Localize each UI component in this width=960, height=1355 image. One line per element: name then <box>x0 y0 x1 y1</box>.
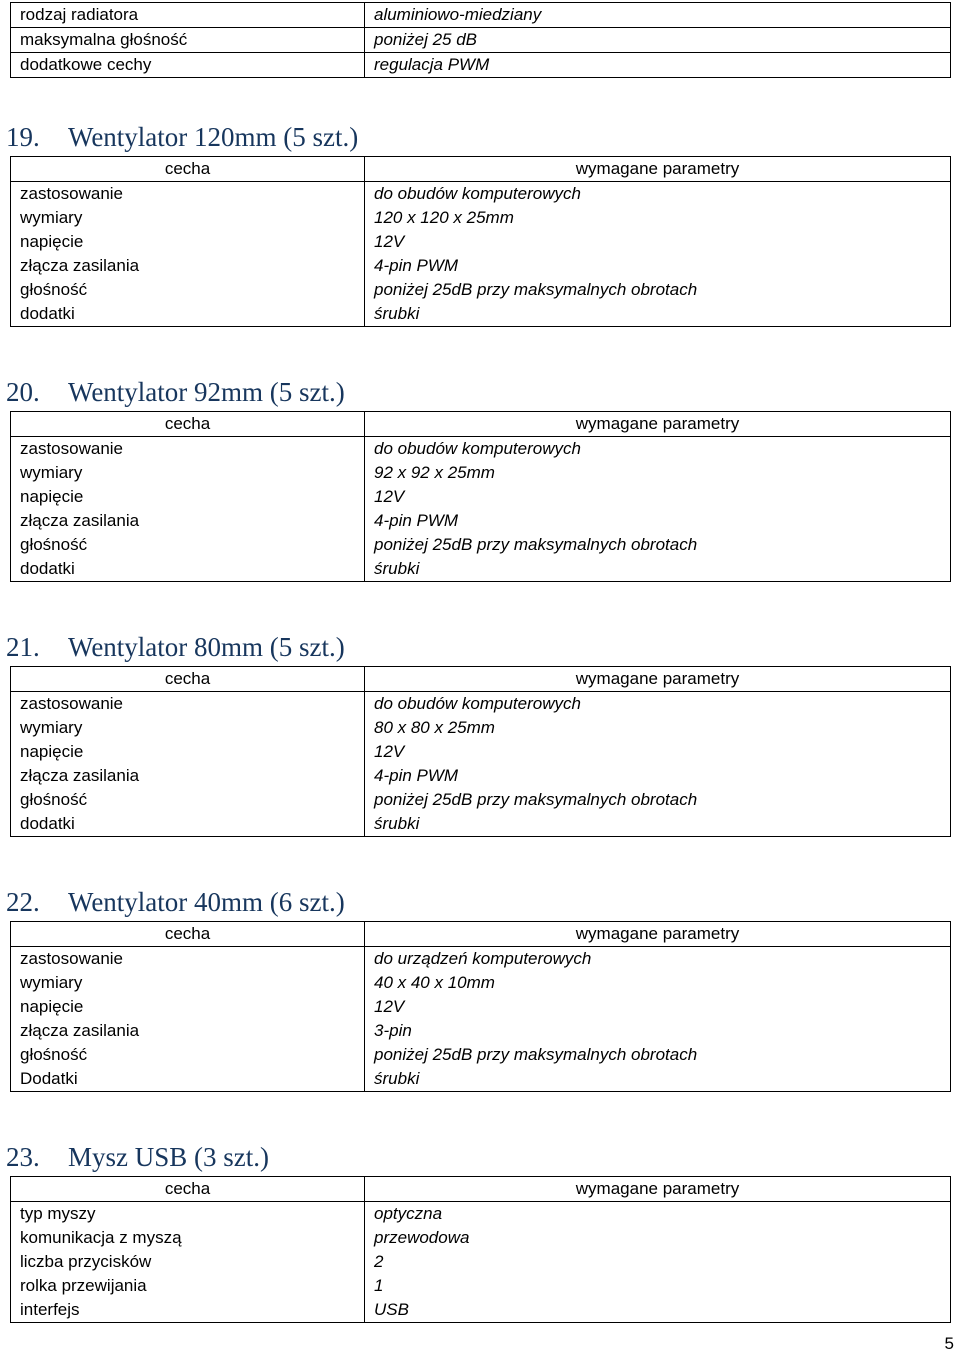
header-value: wymagane parametry <box>365 1177 951 1202</box>
table-row <box>11 278 951 302</box>
value-cell: poniżej 25dB przy maksymalnych obrotach <box>365 278 951 302</box>
table-row <box>11 740 951 764</box>
section-number: 22. <box>6 887 40 917</box>
table-header-row <box>11 922 951 947</box>
table-row <box>11 230 951 254</box>
feature-cell: wymiary <box>11 461 365 485</box>
table-row <box>11 971 951 995</box>
feature-cell: głośność <box>11 788 365 812</box>
value-cell: śrubki <box>365 812 951 837</box>
table-row <box>11 53 951 78</box>
header-feature: cecha <box>11 157 365 182</box>
table-row <box>11 1067 951 1092</box>
spec-table <box>10 921 951 1092</box>
header-value: wymagane parametry <box>365 922 951 947</box>
feature-cell: złącza zasilania <box>11 509 365 533</box>
feature-cell: głośność <box>11 533 365 557</box>
section-number: 21. <box>6 632 40 662</box>
table-row <box>11 461 951 485</box>
value-cell: 40 x 40 x 10mm <box>365 971 951 995</box>
page-number: 5 <box>944 1334 954 1353</box>
table-row <box>11 1226 951 1250</box>
table-row <box>11 302 951 327</box>
feature-cell: liczba przycisków <box>11 1250 365 1274</box>
header-value: wymagane parametry <box>365 667 951 692</box>
section-heading <box>6 632 345 662</box>
section-title: Mysz USB (3 szt.) <box>68 1142 269 1172</box>
feature-cell: maksymalna głośność <box>11 28 365 53</box>
value-cell: 12V <box>365 230 951 254</box>
table-row <box>11 182 951 207</box>
feature-cell: wymiary <box>11 971 365 995</box>
feature-cell: zastosowanie <box>11 947 365 972</box>
value-cell: poniżej 25 dB <box>365 28 951 53</box>
table-row <box>11 1250 951 1274</box>
feature-cell: wymiary <box>11 206 365 230</box>
feature-cell: złącza zasilania <box>11 254 365 278</box>
feature-cell: napięcie <box>11 995 365 1019</box>
table-header-row <box>11 157 951 182</box>
feature-cell: rolka przewijania <box>11 1274 365 1298</box>
feature-cell: zastosowanie <box>11 437 365 462</box>
value-cell: 4-pin PWM <box>365 254 951 278</box>
spec-table-continued <box>10 2 951 78</box>
value-cell: 120 x 120 x 25mm <box>365 206 951 230</box>
value-cell: 80 x 80 x 25mm <box>365 716 951 740</box>
feature-cell: dodatkowe cechy <box>11 53 365 78</box>
section-title: Wentylator 120mm (5 szt.) <box>68 122 359 152</box>
feature-cell: złącza zasilania <box>11 764 365 788</box>
value-cell: śrubki <box>365 557 951 582</box>
table-row <box>11 3 951 28</box>
table-row <box>11 1202 951 1227</box>
value-cell: śrubki <box>365 1067 951 1092</box>
section-number: 20. <box>6 377 40 407</box>
value-cell: do obudów komputerowych <box>365 182 951 207</box>
value-cell: 12V <box>365 995 951 1019</box>
value-cell: poniżej 25dB przy maksymalnych obrotach <box>365 533 951 557</box>
value-cell: 12V <box>365 740 951 764</box>
value-cell: aluminiowo-miedziany <box>365 3 951 28</box>
feature-cell: Dodatki <box>11 1067 365 1092</box>
value-cell: do obudów komputerowych <box>365 692 951 717</box>
feature-cell: interfejs <box>11 1298 365 1323</box>
section-number: 19. <box>6 122 40 152</box>
feature-cell: głośność <box>11 1043 365 1067</box>
spec-table <box>10 411 951 582</box>
table-row <box>11 692 951 717</box>
table-row <box>11 788 951 812</box>
spec-table <box>10 666 951 837</box>
section-title: Wentylator 92mm (5 szt.) <box>68 377 345 407</box>
feature-cell: dodatki <box>11 812 365 837</box>
feature-cell: głośność <box>11 278 365 302</box>
feature-cell: napięcie <box>11 230 365 254</box>
header-feature: cecha <box>11 412 365 437</box>
table-row <box>11 28 951 53</box>
feature-cell: komunikacja z myszą <box>11 1226 365 1250</box>
value-cell: optyczna <box>365 1202 951 1227</box>
feature-cell: złącza zasilania <box>11 1019 365 1043</box>
table-row <box>11 254 951 278</box>
section-number: 23. <box>6 1142 40 1172</box>
table-row <box>11 716 951 740</box>
feature-cell: rodzaj radiatora <box>11 3 365 28</box>
section-heading <box>6 1142 269 1172</box>
spec-table <box>10 156 951 327</box>
table-row <box>11 1019 951 1043</box>
value-cell: poniżej 25dB przy maksymalnych obrotach <box>365 788 951 812</box>
table-row <box>11 1043 951 1067</box>
feature-cell: typ myszy <box>11 1202 365 1227</box>
section-heading <box>6 377 345 407</box>
table-row <box>11 206 951 230</box>
value-cell: do obudów komputerowych <box>365 437 951 462</box>
header-feature: cecha <box>11 922 365 947</box>
feature-cell: napięcie <box>11 485 365 509</box>
value-cell: 1 <box>365 1274 951 1298</box>
section-heading <box>6 887 345 917</box>
value-cell: 4-pin PWM <box>365 764 951 788</box>
feature-cell: zastosowanie <box>11 692 365 717</box>
value-cell: 3-pin <box>365 1019 951 1043</box>
table-row <box>11 812 951 837</box>
value-cell: 92 x 92 x 25mm <box>365 461 951 485</box>
table-row <box>11 947 951 972</box>
value-cell: poniżej 25dB przy maksymalnych obrotach <box>365 1043 951 1067</box>
value-cell: regulacja PWM <box>365 53 951 78</box>
value-cell: 12V <box>365 485 951 509</box>
value-cell: do urządzeń komputerowych <box>365 947 951 972</box>
section-heading <box>6 122 358 152</box>
table-row <box>11 557 951 582</box>
spec-table <box>10 1176 951 1323</box>
table-header-row <box>11 412 951 437</box>
table-header-row <box>11 667 951 692</box>
feature-cell: wymiary <box>11 716 365 740</box>
value-cell: przewodowa <box>365 1226 951 1250</box>
feature-cell: dodatki <box>11 557 365 582</box>
table-header-row <box>11 1177 951 1202</box>
table-row <box>11 509 951 533</box>
section-title: Wentylator 80mm (5 szt.) <box>68 632 345 662</box>
value-cell: 2 <box>365 1250 951 1274</box>
table-row <box>11 1298 951 1323</box>
header-value: wymagane parametry <box>365 157 951 182</box>
value-cell: śrubki <box>365 302 951 327</box>
section-title: Wentylator 40mm (6 szt.) <box>68 887 345 917</box>
feature-cell: zastosowanie <box>11 182 365 207</box>
table-row <box>11 485 951 509</box>
feature-cell: dodatki <box>11 302 365 327</box>
table-row <box>11 764 951 788</box>
table-row <box>11 437 951 462</box>
feature-cell: napięcie <box>11 740 365 764</box>
table-row <box>11 995 951 1019</box>
value-cell: USB <box>365 1298 951 1323</box>
header-feature: cecha <box>11 1177 365 1202</box>
table-row <box>11 1274 951 1298</box>
header-value: wymagane parametry <box>365 412 951 437</box>
value-cell: 4-pin PWM <box>365 509 951 533</box>
table-row <box>11 533 951 557</box>
header-feature: cecha <box>11 667 365 692</box>
